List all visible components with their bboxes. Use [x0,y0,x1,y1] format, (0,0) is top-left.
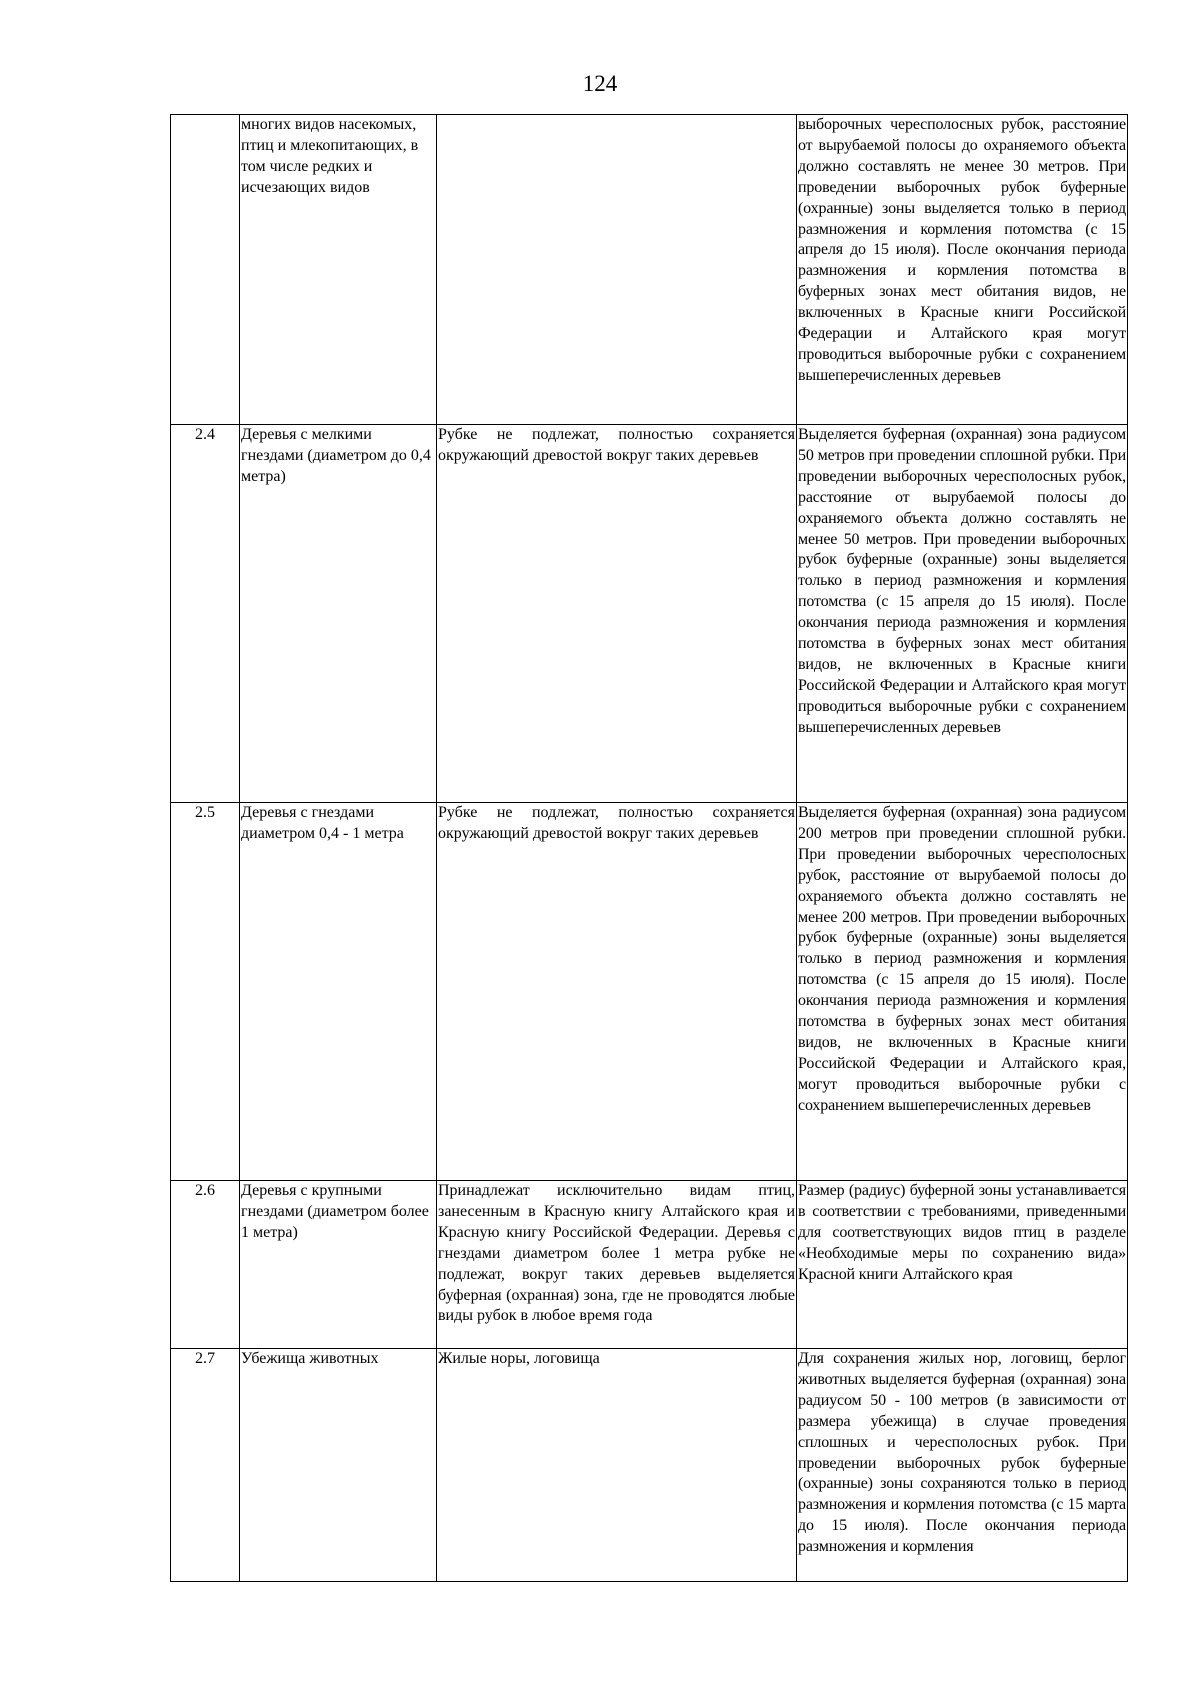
characteristics-cell: Рубке не подлежат, полностью сохраняется окружающий древостой вокруг таких деревьев [437,803,797,1181]
row-number: 2.4 [171,425,240,803]
measures-cell: Выделяется буферная (охранная) зона радиусом 200 метров при проведении сплошной рубки. При проведении выборочных чересполосных рубок, расстояние от вырубаемой полосы до охраняемого объекта должно составлять не менее 200 метров. При проведении выборочных рубок буферные (охранные) зоны выделяется только в период размножения и кормления потомства (с 15 апреля до 15 июля). После окончания периода размножения и кормления потомства в буферных зонах мест обитания видов, не включенных в Красные книги Российской Федерации и Алтайского края, могут проводиться выборочные рубки с сохранением вышеперечисленных деревьев [797,803,1128,1181]
characteristics-cell [437,115,797,425]
characteristics-cell: Жилые норы, логовища [437,1349,797,1582]
table-row [171,1349,1128,1582]
object-cell: Деревья с крупными гнездами (диаметром более 1 метра) [240,1181,437,1349]
table-row [171,1181,1128,1349]
object-cell: Убежища животных [240,1349,437,1582]
table-row [171,803,1128,1181]
measures-cell: Для сохранения жилых нор, логовищ, берлог животных выделяется буферная (охранная) зона радиусом 50 - 100 метров (в зависимости от размера убежища) в случае проведения сплошных и чересполосных рубок. При проведении выборочных рубок буферные (охранные) зоны сохраняются только в период размножения и кормления потомства (с 15 марта до 15 июля). После окончания периода размножения и кормления [797,1349,1128,1582]
object-cell: Деревья с мелкими гнездами (диаметром до 0,4 метра) [240,425,437,803]
characteristics-cell: Принадлежат исключительно видам птиц, занесенным в Красную книгу Алтайского края и Красную книгу Российской Федерации. Деревья с гнездами диаметром более 1 метра рубке не подлежат, вокруг таких деревьев выделяется буферная (охранная) зона, где не проводятся любые виды рубок в любое время года [437,1181,797,1349]
measures-cell: Размер (радиус) буферной зоны устанавливается в соответствии с требованиями, приведенными для соответствующих видов птиц в разделе «Необходимые меры по сохранению вида» Красной книги Алтайского края [797,1181,1128,1349]
row-number: 2.7 [171,1349,240,1582]
measures-cell: выборочных чересполосных рубок, расстояние от вырубаемой полосы до охраняемого объекта должно составлять не менее 30 метров. При проведении выборочных рубок буферные (охранные) зоны выделяется только в период размножения и кормления потомства (с 15 апреля до 15 июля). После окончания периода размножения и кормления потомства в буферных зонах мест обитания видов, не включенных в Красные книги Российской Федерации и Алтайского края могут проводиться выборочные рубки с сохранением вышеперечисленных деревьев [797,115,1128,425]
object-cell: Деревья с гнездами диаметром 0,4 - 1 метра [240,803,437,1181]
row-number [171,115,240,425]
table-row [171,425,1128,803]
row-number: 2.5 [171,803,240,1181]
object-cell: многих видов насекомых, птиц и млекопитающих, в том числе редких и исчезающих видов [240,115,437,425]
characteristics-cell: Рубке не подлежат, полностью сохраняется окружающий древостой вокруг таких деревьев [437,425,797,803]
table-row [171,115,1128,425]
page-number: 124 [582,71,618,96]
row-number: 2.6 [171,1181,240,1349]
measures-cell: Выделяется буферная (охранная) зона радиусом 50 метров при проведении сплошной рубки. При проведении выборочных чересполосных рубок, расстояние от вырубаемой полосы до охраняемого объекта должно составлять не менее 50 метров. При проведении выборочных рубок буферные (охранные) зоны выделяется только в период размножения и кормления потомства (с 15 апреля до 15 июля). После окончания периода размножения и кормления потомства в буферных зонах мест обитания видов, не включенных в Красные книги Российской Федерации и Алтайского края могут проводиться выборочные рубки с сохранением вышеперечисленных деревьев [797,425,1128,803]
species-protection-table [170,114,1128,1582]
